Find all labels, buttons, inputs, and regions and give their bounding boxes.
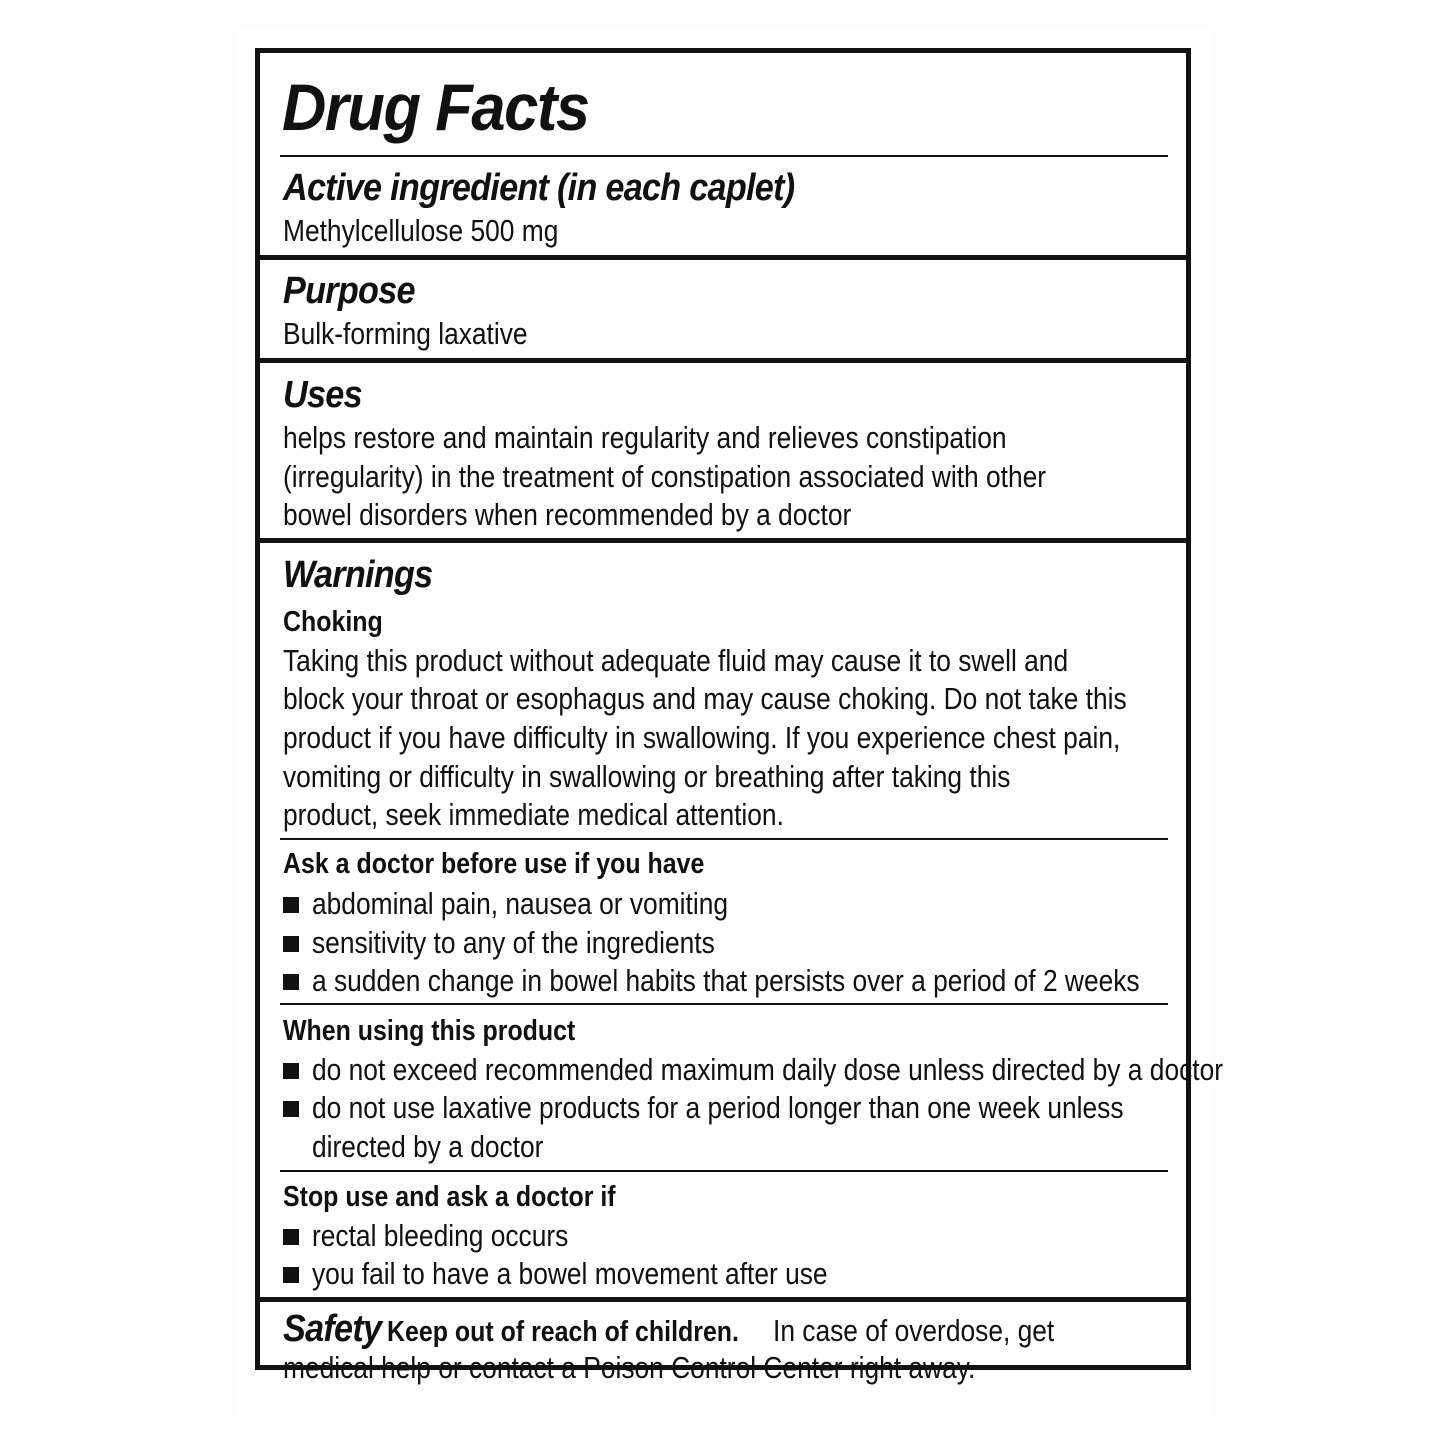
safety-line-2: medical help or contact a Poison Control Center right away. [283,1350,976,1385]
choking-line: product if you have difficulty in swallowing. If you experience chest pain, [283,720,1121,755]
uses-line: bowel disorders when recommended by a doctor [283,497,852,532]
bullet-square-icon [283,1101,299,1117]
stop-use-heading: Stop use and ask a doctor if [283,1181,616,1213]
bullet-square-icon [283,1267,299,1283]
section-divider [260,358,1186,363]
subsection-divider [280,1170,1168,1172]
bullet-square-icon [283,897,299,913]
title-divider [280,155,1168,157]
safety-bold-text: Keep out of reach of children. [387,1316,739,1348]
section-divider [260,538,1186,543]
drug-facts-title: Drug Facts [282,70,589,144]
subsection-divider [280,1003,1168,1005]
bullet-square-icon [283,1063,299,1079]
when-using-heading: When using this product [283,1015,576,1047]
uses-line: helps restore and maintain regularity and relieves constipation [283,420,1007,455]
safety-text: In case of overdose, get [773,1313,1055,1348]
active-ingredient-heading: Active ingredient (in each caplet) [283,167,795,209]
safety-heading: Safety [283,1308,382,1350]
choking-line: Taking this product without adequate fluid may cause it to swell and [283,643,1069,678]
purpose-heading: Purpose [283,270,415,312]
purpose-text: Bulk-forming laxative [283,316,528,351]
choking-line: vomiting or difficulty in swallowing or breathing after taking this [283,759,1011,794]
section-divider [260,255,1186,260]
safety-line [283,1309,1104,1352]
bullet-square-icon [283,936,299,952]
uses-heading: Uses [283,374,362,416]
section-divider [260,1297,1186,1302]
subsection-divider [280,838,1168,840]
uses-line: (irregularity) in the treatment of constipation associated with other [283,459,1047,494]
choking-heading: Choking [283,606,383,638]
active-ingredient-text: Methylcellulose 500 mg [283,213,559,248]
bullet-square-icon [283,974,299,990]
ask-doctor-heading: Ask a doctor before use if you have [283,848,705,880]
warnings-heading: Warnings [283,554,433,596]
choking-line: product, seek immediate medical attention. [283,797,784,832]
drug-facts-panel: Drug Facts Active ingredient (in each caplet) Methylcellulose 500 mg Purpose Bulk-forming laxative Uses helps restore and maintain regularity and relieves constipation (irregularity) in the treatment of constipation associated with other bowel disorders when recommended by a doctor Warnings Choking Taking this product without adequate fluid may cause it to swell and block your throat or esophagus and may cause choking. Do not take this product if you have difficulty in swallowing. If you experience chest pain, vomiting or difficulty in swallowing or breathing after taking this product, seek immediate medical attention. Ask a doctor before use if you have abdominal pain, nausea or vomiting sensitivity to any of the ingredients a sudden change in bowel habits that persists over a period of 2 weeks When using this product do not exceed recommended maximum daily dose unless directed by a doctor do not use laxative products for a period longer than one week unless directed by a doctor Stop use and ask a doctor if rectal bleeding occurs you fail to have a bowel movement after use Safety Keep out of reach of children. In case of overdose, get medical help or contact a Poison Control Center right away. [255,48,1191,1370]
choking-line: block your throat or esophagus and may cause choking. Do not take this [283,681,1127,716]
bullet-square-icon [283,1229,299,1245]
